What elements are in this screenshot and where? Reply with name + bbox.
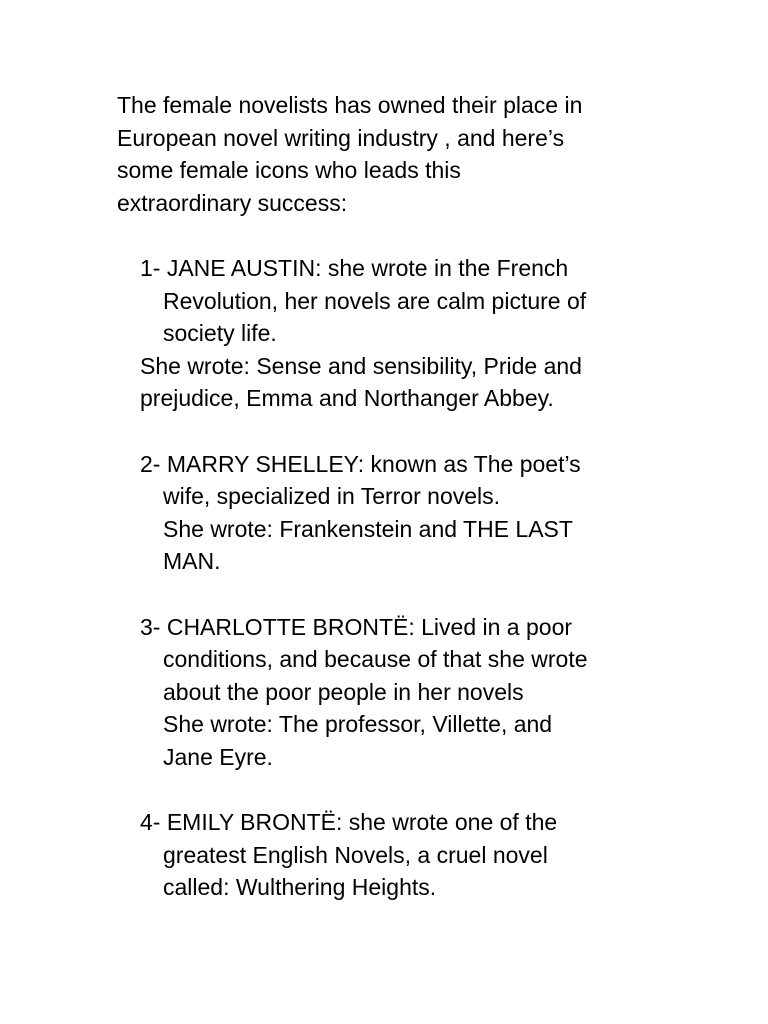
list-item-text: conditions, and because of that she wrote [163, 646, 588, 673]
list-item-text: called: Wulthering Heights. [163, 874, 437, 901]
intro-line: extraordinary success: [117, 189, 348, 216]
list-item-text: society life. [163, 320, 277, 347]
list-item-works: She wrote: Frankenstein and THE LAST [163, 515, 573, 542]
intro-line: European novel writing industry , and here’s [117, 124, 565, 151]
list-item-works: MAN. [163, 548, 221, 575]
document-body [117, 89, 662, 936]
list-item-jane-austin [117, 252, 662, 415]
list-item-heading: 4- EMILY BRONTË: she wrote one of the [140, 809, 558, 836]
list-item-heading: 2- MARRY SHELLEY: known as The poet’s [140, 450, 581, 477]
list-item-text: Revolution, her novels are calm picture of [163, 287, 587, 314]
novelist-list [117, 252, 662, 904]
list-item-marry-shelley [117, 448, 662, 578]
list-item-charlotte-bronte [117, 611, 662, 774]
list-item-heading: 3- CHARLOTTE BRONTË: Lived in a poor [140, 613, 573, 640]
list-item-text: greatest English Novels, a cruel novel [163, 841, 548, 868]
list-item-emily-bronte [117, 806, 662, 904]
list-item-works: prejudice, Emma and Northanger Abbey. [140, 385, 554, 412]
list-item-text: wife, specialized in Terror novels. [163, 483, 501, 510]
intro-line: some female icons who leads this [117, 157, 461, 184]
list-item-text: about the poor people in her novels [163, 678, 524, 705]
list-item-works: Jane Eyre. [163, 743, 273, 770]
list-item-works: She wrote: Sense and sensibility, Pride and [140, 352, 582, 379]
list-item-works: She wrote: The professor, Villette, and [163, 711, 553, 738]
intro-line: The female novelists has owned their place in [117, 92, 583, 118]
intro-paragraph [117, 89, 662, 219]
list-item-heading: 1- JANE AUSTIN: she wrote in the French [140, 254, 569, 281]
